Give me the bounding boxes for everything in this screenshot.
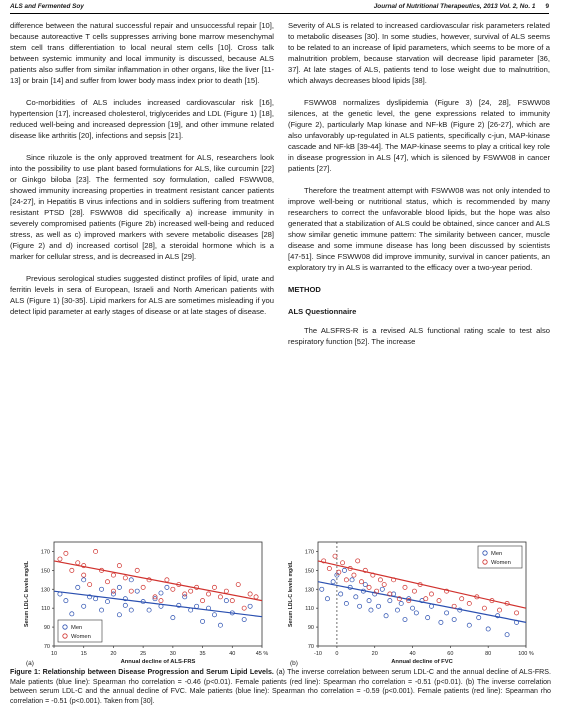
men-data-point [376, 604, 380, 608]
women-data-point [327, 566, 331, 570]
y-tick-label: 90 [43, 625, 50, 632]
women-data-point [254, 595, 258, 599]
women-data-point [344, 578, 348, 582]
women-data-point [429, 592, 433, 596]
men-data-point [339, 592, 343, 596]
y-tick-label: 70 [43, 644, 50, 650]
men-data-point [218, 623, 222, 627]
paragraph: Since riluzole is the only approved treatment for ALS, researchers look into the possibility to use plant based formulations for ALS, like curcumin [22] or Ginkgo biloba [23]. The fermented soy formulation, called FSWW08, showed immunity increasing properties in treatment resistant cancer patients [24-27], in Hepatitis B virus infections and in soldiers suffering from treatment resistant PTSD [28]. FSWW08 did specifically a) increase immunity in severely compromised patients (Figure 2b) increased well-being and reduced stress, as well as c) improved markers with severe metabolic diseases [28] (Figure 2) and d) increased cortisol [28], a steroidal hormone which is a marker for cellular stress, and is decreased in ALS [29]. [10, 153, 274, 261]
x-tick-label: 40 [229, 651, 236, 657]
women-data-point [76, 561, 80, 565]
chart-panel-a [18, 536, 268, 674]
women-data-point [248, 592, 252, 596]
women-data-point [105, 580, 109, 584]
men-data-point [505, 633, 509, 637]
men-data-point [123, 603, 127, 607]
women-data-point [460, 597, 464, 601]
men-data-point [452, 617, 456, 621]
men-data-point [403, 617, 407, 621]
paragraph: Co-morbidities of ALS includes increased cardiovascular risk [16], hypertension [17], increased cholesterol, triglycerides and LDL (Figure 1) [18], reduced well-being and increased depression [19], and other immune related disease like arthritis [20], infections and sepsis [21]. [10, 98, 274, 140]
paragraph: FSWW08 normalizes dyslipidemia (Figure 3) [24, 28], FSWW08 silences, at the genetic level, the gene expressions related to immunity (Figure 2), particularly Map kinase and NF-kB (Figure 2) [26-27], which are also unfavorably up-regulated in ALS patients, specifically c-jun, MAP-kinase cascade and NF-kB [39-44]. The MAP-kinase seems to play a critical key role in disease progression in ALS [47], which is silenced by FSWW08 in cancer patients [27]. [288, 98, 550, 173]
x-tick-label: 20 [110, 651, 117, 657]
men-data-point [477, 616, 481, 620]
men-data-point [426, 616, 430, 620]
men-data-point [82, 578, 86, 582]
men-data-point [388, 599, 392, 603]
women-data-point [111, 573, 115, 577]
men-data-point [439, 620, 443, 624]
men-data-point [242, 617, 246, 621]
men-data-point [94, 597, 98, 601]
women-data-point [135, 568, 139, 572]
men-data-point [129, 608, 133, 612]
women-data-point [88, 582, 92, 586]
x-tick-label: 45 % [255, 651, 269, 657]
y-tick-label: 170 [304, 549, 314, 556]
men-data-point [99, 587, 103, 591]
x-tick-label: 100 % [518, 651, 534, 657]
women-data-point [117, 564, 121, 568]
caption-label: Figure 1: Relationship between Disease Progression and Serum Lipid Levels. [10, 668, 274, 676]
subsection-heading: ALS Questionnaire [288, 307, 357, 316]
women-data-point [378, 578, 382, 582]
women-data-point [82, 573, 86, 577]
y-tick-label: 150 [304, 568, 314, 575]
women-data-point [514, 611, 518, 615]
men-data-point [429, 604, 433, 608]
women-data-point [367, 585, 371, 589]
men-data-point [384, 614, 388, 618]
y-tick-label: 170 [40, 549, 50, 556]
y-tick-label: 70 [307, 644, 314, 650]
left-column [10, 20, 274, 317]
y-tick-label: 130 [40, 587, 50, 594]
women-data-point [382, 582, 386, 586]
x-tick-label: 80 [485, 651, 492, 657]
men-data-point [195, 604, 199, 608]
men-data-point [320, 587, 324, 591]
men-data-point [344, 601, 348, 605]
women-data-point [412, 589, 416, 593]
women-data-point [224, 589, 228, 593]
x-tick-label: 15 [80, 651, 87, 657]
header-right [374, 3, 549, 10]
women-data-point [242, 606, 246, 610]
x-tick-label: 0 [335, 651, 339, 657]
men-data-point [147, 608, 151, 612]
x-axis-label: Annual decline of ALS-FRS [120, 659, 196, 665]
x-tick-label: 35 [199, 651, 206, 657]
men-data-point [159, 591, 163, 595]
y-tick-label: 90 [307, 625, 314, 632]
men-data-point [171, 616, 175, 620]
journal-citation: Journal of Nutritional Therapeutics, 2013 Vol. 2, No. 1 [373, 3, 536, 10]
chart-panel-b [282, 536, 532, 674]
women-data-point [218, 595, 222, 599]
men-data-point [331, 580, 335, 584]
y-axis-label: Serum LDL-C levels mg/dL [24, 560, 30, 628]
women-data-point [212, 585, 216, 589]
men-data-point [64, 599, 68, 603]
women-legend-label: Women [71, 634, 91, 640]
men-legend-label: Men [491, 551, 503, 557]
caption-text: (a) The inverse correlation between serum LDL-C and the annual decline of ALS-FRS. Male patients (blue line): Spearman rho correlation = -0.46 (p<0.01). Female patients (red line): Spearman rho correlation = -0.51 (p<0.01). (b) The inverse correlation between serum LDL-C and the annual decline of FVC. Male patients (blue line): Spearman rho correlation = -0.59 (p<0.001). Female patients (red line): Spearman rho correlation = -0.51 (p<0.001). Taken from [30]. [10, 668, 551, 705]
men-data-point [135, 589, 139, 593]
y-tick-label: 110 [305, 606, 314, 613]
women-data-point [424, 597, 428, 601]
x-tick-label: 10 [50, 651, 58, 657]
header-rule [10, 13, 549, 14]
men-trend-line [318, 582, 526, 623]
women-data-point [200, 599, 204, 603]
women-data-point [236, 582, 240, 586]
men-data-point [200, 619, 204, 623]
men-data-point [117, 585, 121, 589]
x-tick-label: 25 [140, 651, 147, 657]
women-data-point [123, 576, 127, 580]
men-data-point [350, 578, 354, 582]
women-data-point [467, 601, 471, 605]
y-axis-label: Serum LDL-C levels mg/dL [288, 560, 294, 628]
men-legend-label: Men [71, 625, 83, 631]
y-tick-label: 130 [304, 587, 314, 594]
women-data-point [340, 561, 344, 565]
men-data-point [117, 613, 121, 617]
x-tick-label: -10 [314, 651, 322, 657]
men-data-point [410, 606, 414, 610]
women-data-point [70, 568, 74, 572]
men-data-point [325, 597, 329, 601]
women-data-point [111, 589, 115, 593]
women-data-point [141, 585, 145, 589]
women-data-point [437, 599, 441, 603]
women-data-point [171, 587, 175, 591]
men-data-point [367, 599, 371, 603]
men-data-point [165, 585, 169, 589]
women-data-point [58, 557, 62, 561]
women-data-point [206, 592, 210, 596]
figure-1 [10, 536, 550, 676]
header-left-title: ALS and Fermented Soy [10, 3, 84, 10]
figure-caption [10, 668, 551, 706]
men-data-point [342, 568, 346, 572]
section-heading: METHOD [288, 285, 321, 294]
men-data-point [212, 613, 216, 617]
women-data-point [333, 554, 337, 558]
women-data-point [352, 573, 356, 577]
x-tick-label: 60 [447, 651, 454, 657]
x-tick-label: 40 [409, 651, 416, 657]
men-data-point [99, 608, 103, 612]
women-data-point [165, 578, 169, 582]
women-data-point [64, 551, 68, 555]
men-data-point [224, 599, 228, 603]
men-data-point [76, 585, 80, 589]
men-data-point [248, 604, 252, 608]
x-axis-label: Annual decline of FVC [391, 659, 453, 665]
paragraph: Previous serological studies suggested distinct profiles of lipid, urate and ferritin levels in sera of European, Israeli and North American patients with ALS (Figure 1) [30-35]. Lipid markers for ALS are sometimes misleading if you detect lipid parameter at early stages of disease or at late stages of disease. [10, 274, 274, 316]
women-data-point [183, 592, 187, 596]
men-data-point [369, 608, 373, 612]
men-data-point [363, 582, 367, 586]
x-tick-label: 20 [371, 651, 378, 657]
men-data-point [129, 578, 133, 582]
men-data-point [486, 627, 490, 631]
x-tick-label: 30 [169, 651, 176, 657]
women-data-point [403, 585, 407, 589]
men-data-point [399, 601, 403, 605]
women-data-point [159, 599, 163, 603]
paragraph: difference between the natural successful repair and unsuccessful repair [10], because autoreactive T cells suppresses arriving bone marrow mesenchymal stem cell trans differentiation to local neural stem cells [10]. Cross talk between systemic immunity and local immunity is discussed, because ALS patients also suffer from similar inflammation in other organs, like the liver [11-13] or brain [14] and suffer from lower body mass index prior to death [15]. [10, 21, 274, 85]
men-data-point [82, 604, 86, 608]
page-number: 9 [545, 3, 549, 10]
men-data-point [358, 604, 362, 608]
women-data-point [94, 549, 98, 553]
women-data-point [189, 589, 193, 593]
women-data-point [356, 559, 360, 563]
paragraph: Therefore the treatment attempt with FSWW08 was not only intended to improve well-being or nutritional status, which is recommended by many researchers to correct the unfavorable blood lipids, but the hope was also generated that a stabilization of ALS could be obtained, since cancer and ALS show similar genetic immune pattern: The similarity between cancer, muscle disease and some immune disease has long been discussed by scientists [47-51]. Since FSWW08 did improve immunity, survival in cancer patients, an exploratory try in ALS is warranted to the efficacy over a two-year period. [288, 186, 550, 272]
paragraph: Severity of ALS is related to increased cardiovascular risk parameters related to metabolic diseases [30]. In some studies, however, survival of ALS seems to be related to an increase of lipid parameters, which seems to be more of a malnutrition problem, because starvation will decrease lipid parameter [36, 37]. At late stages of ALS, patients tend to lose weight due to malnutrition, which always decreases blood lipids [38]. [288, 21, 550, 85]
men-data-point [467, 623, 471, 627]
y-tick-label: 150 [40, 568, 50, 575]
men-data-point [395, 608, 399, 612]
men-data-point [354, 595, 358, 599]
women-data-point [497, 608, 501, 612]
right-column [288, 20, 550, 347]
panel-label: (b) [290, 660, 298, 667]
y-tick-label: 110 [41, 606, 50, 613]
panel-label: (a) [26, 660, 34, 667]
men-data-point [380, 587, 384, 591]
men-data-point [105, 599, 109, 603]
women-legend-label: Women [491, 560, 511, 566]
women-data-point [129, 589, 133, 593]
women-data-point [230, 599, 234, 603]
men-data-point [70, 612, 74, 616]
women-data-point [482, 606, 486, 610]
men-data-point [414, 611, 418, 615]
men-data-point [444, 611, 448, 615]
paragraph: The ALSFRS-R is a revised ALS functional rating scale to test also respiratory function [52]. The increase [288, 326, 550, 346]
women-data-point [359, 580, 363, 584]
